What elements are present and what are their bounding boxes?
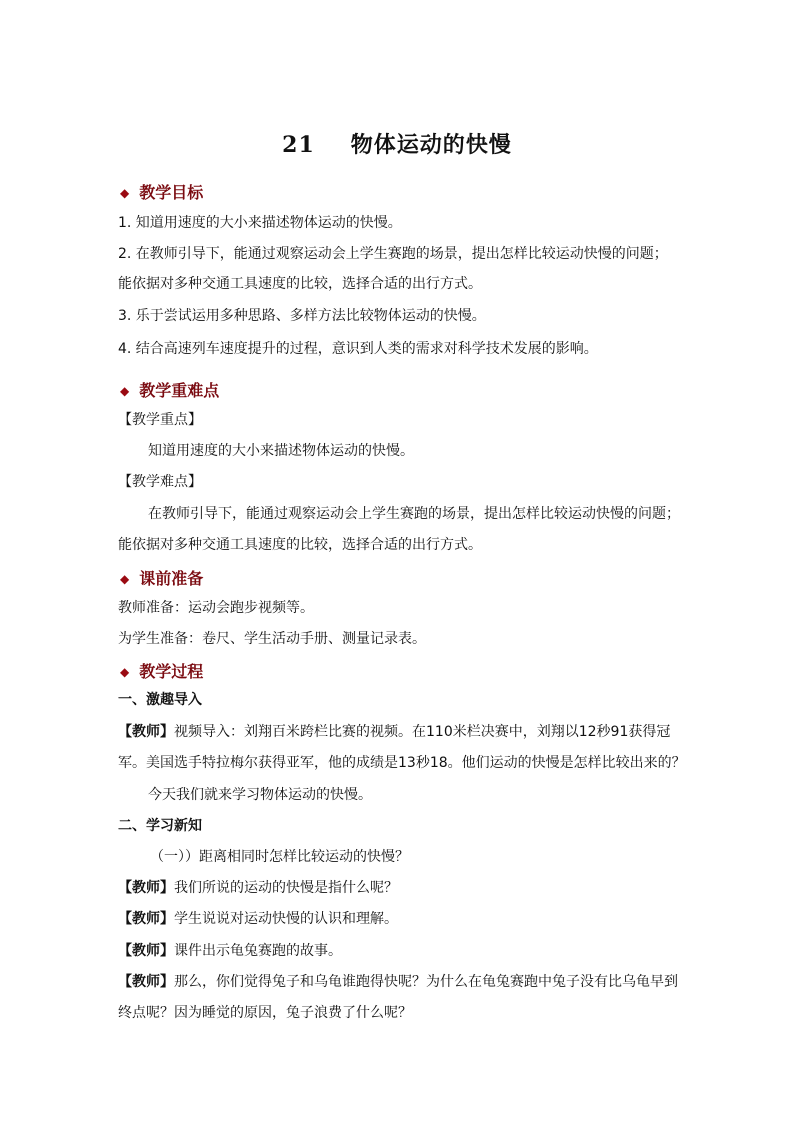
student-preparation: 为学生准备：卷尺、学生活动手册、测量记录表。 xyxy=(118,631,426,647)
objective-line: 4. 结合高速列车速度提升的过程，意识到人类的需求对科学技术发展的影响。 xyxy=(118,341,598,357)
objective-line: 能依据对多种交通工具速度的比较，选择合适的出行方式。 xyxy=(118,276,482,292)
paragraph-line: 今天我们就来学习物体运动的快慢。 xyxy=(148,787,372,803)
lesson-number: 21 xyxy=(282,132,315,158)
difficult-point-text: 在教师引导下，能通过观察运动会上学生赛跑的场景，提出怎样比较运动快慢的问题； xyxy=(148,506,680,522)
teacher-tag: 【教师】 xyxy=(118,880,174,896)
teacher-line: 【教师】学生说说对运动快慢的认识和理解。 xyxy=(118,911,398,927)
section-heading-key-difficult: ◆ 教学重难点 xyxy=(120,381,220,400)
section-heading-objectives: ◆ 教学目标 xyxy=(120,183,204,202)
paragraph-line: 军。美国选手特拉梅尔获得亚军，他的成绩是13秒18。他们运动的快慢是怎样比较出来的？ xyxy=(118,755,686,771)
key-point-text: 知道用速度的大小来描述物体运动的快慢。 xyxy=(148,443,414,459)
diamond-bullet-icon: ◆ xyxy=(120,384,130,398)
objective-line: 2. 在教师引导下，能通过观察运动会上学生赛跑的场景，提出怎样比较运动快慢的问题； xyxy=(118,246,668,262)
teacher-tag: 【教师】 xyxy=(118,911,174,927)
diamond-bullet-icon: ◆ xyxy=(120,186,130,200)
objective-line: 3. 乐于尝试运用多种思路、多样方法比较物体运动的快慢。 xyxy=(118,308,486,324)
section-heading-preparation: ◆ 课前准备 xyxy=(120,569,204,588)
diamond-bullet-icon: ◆ xyxy=(120,572,130,586)
teacher-tag: 【教师】 xyxy=(118,724,174,740)
diamond-bullet-icon: ◆ xyxy=(120,665,130,679)
difficult-point-text: 能依据对多种交通工具速度的比较，选择合适的出行方式。 xyxy=(118,537,482,553)
sub-heading: （一））距离相同时怎样比较运动的快慢？ xyxy=(150,849,409,865)
part-heading: 二、学习新知 xyxy=(118,818,202,834)
lesson-title: 物体运动的快慢 xyxy=(350,132,512,158)
teacher-preparation: 教师准备：运动会跑步视频等。 xyxy=(118,600,314,616)
teacher-line: 【教师】课件出示龟兔赛跑的故事。 xyxy=(118,943,342,959)
objective-line: 1. 知道用速度的大小来描述物体运动的快慢。 xyxy=(118,215,402,231)
part-heading: 一、激趣导入 xyxy=(118,692,202,708)
difficult-point-label: 【教学难点】 xyxy=(118,474,202,490)
teacher-line: 【教师】我们所说的运动的快慢是指什么呢？ xyxy=(118,880,398,896)
teacher-line: 【教师】那么，你们觉得兔子和乌龟谁跑得快呢？为什么在龟兔赛跑中兔子没有比乌龟早到 xyxy=(118,974,678,990)
paragraph-line: 终点呢？因为睡觉的原因，兔子浪费了什么呢？ xyxy=(118,1005,412,1021)
teacher-tag: 【教师】 xyxy=(118,943,174,959)
page-title xyxy=(0,128,794,159)
paragraph-line: 【教师】视频导入：刘翔百米跨栏比赛的视频。在110米栏决赛中，刘翔以12秒91获得冠 xyxy=(118,724,671,740)
section-heading-process: ◆ 教学过程 xyxy=(120,662,204,681)
key-point-label: 【教学重点】 xyxy=(118,412,202,428)
teacher-tag: 【教师】 xyxy=(118,974,174,990)
